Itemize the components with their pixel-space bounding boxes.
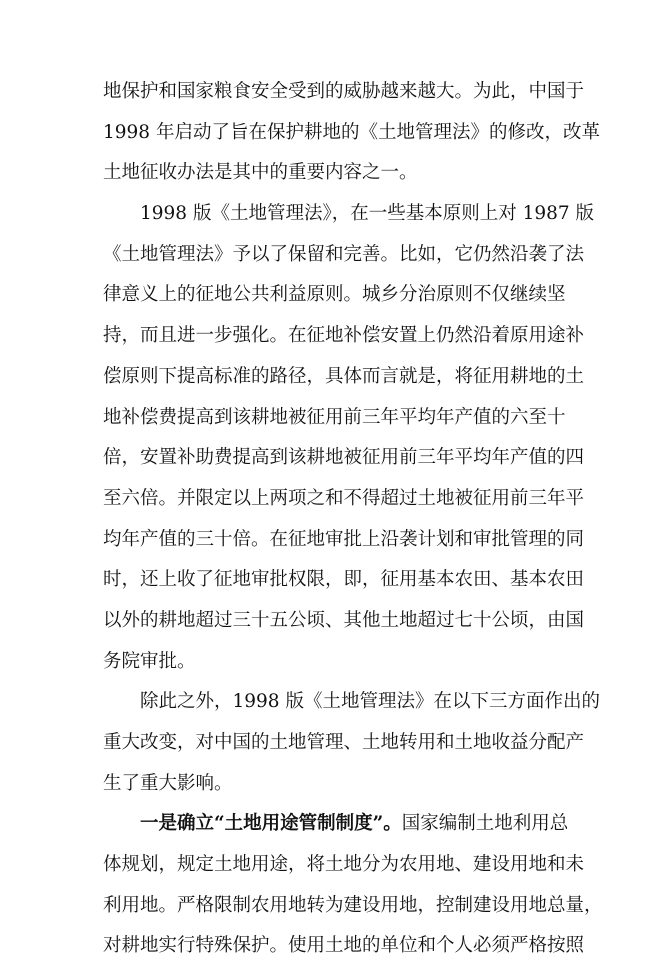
text-line: 地保护和国家粮食安全受到的威胁越来越大。为此，中国于 bbox=[103, 81, 585, 102]
text-line: 律意义上的征地公共利益原则。城乡分治原则不仅继续坚 bbox=[103, 284, 566, 306]
text-line: 1998 年启动了旨在保护耕地的《土地管理法》的修改，改革 bbox=[103, 121, 600, 143]
body-text bbox=[103, 72, 603, 967]
text-line: 体规划，规定土地用途，将土地分为农用地、建设用地和未 bbox=[103, 854, 585, 876]
text-line: 利用地。严格限制农用地转为建设用地，控制建设用地总量， bbox=[103, 894, 603, 916]
text-line-with-heading bbox=[103, 804, 569, 845]
section-heading: 一是确立“土地用途管制制度”。 bbox=[140, 813, 402, 835]
text-line: 时，还上收了征地审批权限，即，征用基本农田、基本农田 bbox=[103, 569, 585, 591]
text-line: 持，而且进一步强化。在征地补偿安置上仍然沿着原用途补 bbox=[103, 325, 585, 347]
text-line: 偿原则下提高标准的路径，具体而言就是，将征用耕地的土 bbox=[103, 365, 585, 387]
text-line: 生了重大影响。 bbox=[103, 772, 233, 794]
text-line: 《土地管理法》予以了保留和完善。比如，它仍然沿袭了法 bbox=[103, 243, 585, 265]
text-line: 至六倍。并限定以上两项之和不得超过土地被征用前三年平 bbox=[103, 487, 585, 509]
text-line: 均年产值的三十倍。在征地审批上沿袭计划和审批管理的同 bbox=[103, 528, 585, 550]
text-line: 重大改变，对中国的土地管理、土地转用和土地收益分配产 bbox=[103, 732, 585, 753]
text-line: 倍，安置补助费提高到该耕地被征用前三年平均年产值的四 bbox=[103, 447, 585, 469]
text-run: 国家编制土地利用总 bbox=[401, 813, 569, 835]
text-line: 地补偿费提高到该耕地被征用前三年平均年产值的六至十 bbox=[103, 406, 566, 428]
text-line: 土地征收办法是其中的重要内容之一。 bbox=[103, 162, 418, 184]
text-line: 1998 版《土地管理法》，在一些基本原则上对 1987 版 bbox=[140, 203, 595, 225]
text-line: 以外的耕地超过三十五公顷、其他土地超过七十公顷，由国 bbox=[103, 609, 585, 631]
text-line: 除此之外，1998 版《土地管理法》在以下三方面作出的 bbox=[140, 691, 600, 713]
text-line: 对耕地实行特殊保护。使用土地的单位和个人必须严格按照 bbox=[103, 935, 585, 957]
text-line: 务院审批。 bbox=[103, 650, 196, 672]
